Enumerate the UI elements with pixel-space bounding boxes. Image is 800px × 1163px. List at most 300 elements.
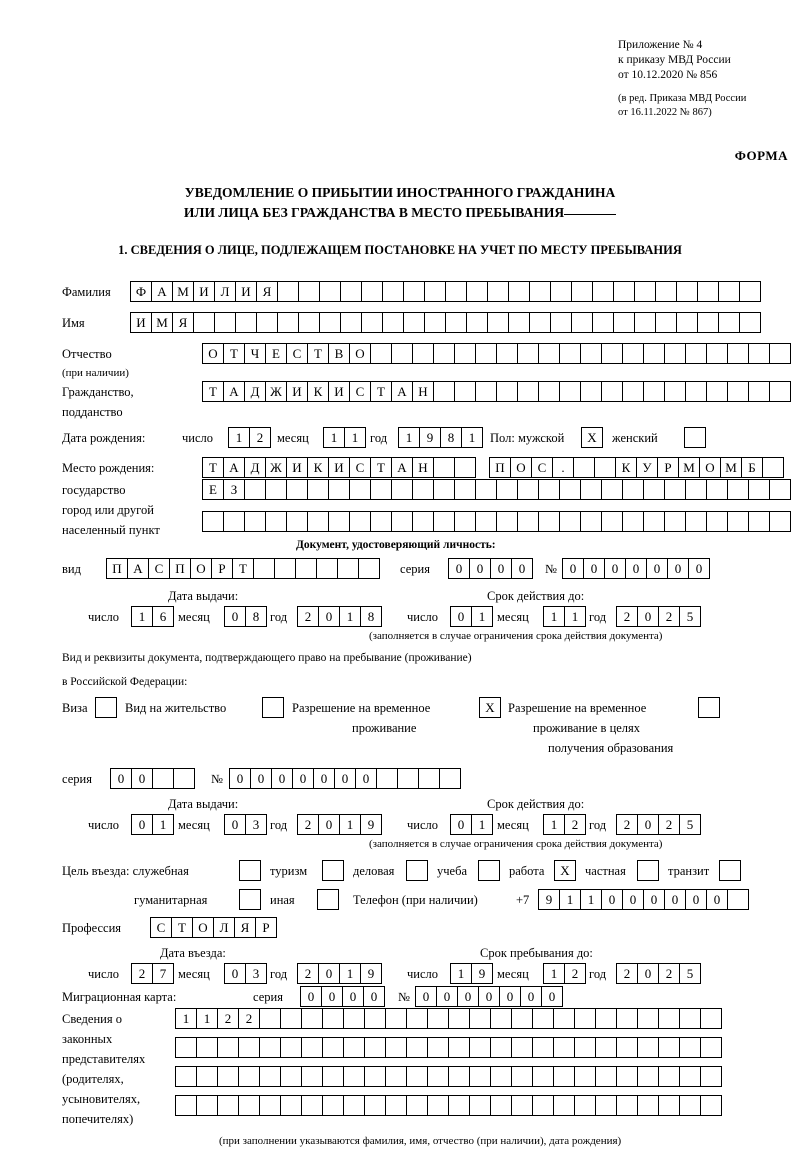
form-cell[interactable] xyxy=(553,1037,575,1058)
form-cell[interactable] xyxy=(343,1095,365,1116)
form-cell[interactable] xyxy=(448,1095,470,1116)
form-cell[interactable] xyxy=(280,1066,302,1087)
form-cell[interactable] xyxy=(364,1008,386,1029)
form-cell[interactable]: 6 xyxy=(152,606,174,627)
form-cell[interactable] xyxy=(748,381,770,402)
stay-issue-year-cells[interactable] xyxy=(297,814,381,835)
form-cell[interactable] xyxy=(244,511,266,532)
form-cell[interactable]: 9 xyxy=(471,963,493,984)
form-cell[interactable]: 2 xyxy=(238,1008,260,1029)
form-cell[interactable] xyxy=(454,479,476,500)
form-cell[interactable] xyxy=(697,312,719,333)
form-cell[interactable] xyxy=(328,511,350,532)
form-cell[interactable] xyxy=(223,511,245,532)
form-cell[interactable] xyxy=(643,343,665,364)
form-cell[interactable] xyxy=(613,281,635,302)
form-cell[interactable]: Ж xyxy=(265,381,287,402)
form-cell[interactable] xyxy=(214,312,236,333)
purpose-study-checkbox[interactable] xyxy=(478,860,500,881)
form-cell[interactable]: 2 xyxy=(297,814,319,835)
form-cell[interactable]: 0 xyxy=(355,768,377,789)
doc-number-cells[interactable] xyxy=(562,558,709,579)
form-cell[interactable] xyxy=(532,1037,554,1058)
form-cell[interactable] xyxy=(445,281,467,302)
form-cell[interactable] xyxy=(322,1066,344,1087)
form-cell[interactable]: И xyxy=(130,312,152,333)
form-cell[interactable]: Р xyxy=(255,917,277,938)
form-cell[interactable] xyxy=(424,312,446,333)
form-cell[interactable]: 0 xyxy=(321,986,343,1007)
form-cell[interactable]: 0 xyxy=(685,889,707,910)
form-cell[interactable] xyxy=(403,281,425,302)
form-cell[interactable] xyxy=(259,1037,281,1058)
form-cell[interactable] xyxy=(454,343,476,364)
stay-series-cells[interactable] xyxy=(110,768,194,789)
form-cell[interactable]: Л xyxy=(214,281,236,302)
form-cell[interactable] xyxy=(469,1037,491,1058)
form-cell[interactable]: 0 xyxy=(562,558,584,579)
form-cell[interactable] xyxy=(385,1008,407,1029)
form-cell[interactable] xyxy=(259,1066,281,1087)
birth-month-cells[interactable] xyxy=(323,427,365,448)
form-cell[interactable] xyxy=(658,1066,680,1087)
form-cell[interactable] xyxy=(762,457,784,478)
citizenship-cells[interactable] xyxy=(202,381,790,402)
form-cell[interactable]: 0 xyxy=(292,768,314,789)
form-cell[interactable] xyxy=(469,1095,491,1116)
form-cell[interactable] xyxy=(637,1037,659,1058)
form-cell[interactable]: С xyxy=(286,343,308,364)
form-cell[interactable]: 1 xyxy=(175,1008,197,1029)
phone-cells[interactable] xyxy=(538,889,748,910)
form-cell[interactable] xyxy=(559,343,581,364)
form-cell[interactable] xyxy=(508,281,530,302)
legal-rep-row-3-cells[interactable] xyxy=(175,1066,721,1087)
form-cell[interactable] xyxy=(340,312,362,333)
form-cell[interactable] xyxy=(517,511,539,532)
form-cell[interactable] xyxy=(364,1037,386,1058)
stay-valid-year-cells[interactable] xyxy=(616,814,700,835)
form-cell[interactable]: 0 xyxy=(318,814,340,835)
form-cell[interactable]: И xyxy=(328,457,350,478)
form-cell[interactable]: 2 xyxy=(249,427,271,448)
form-cell[interactable] xyxy=(511,1066,533,1087)
form-cell[interactable] xyxy=(217,1066,239,1087)
form-cell[interactable]: 0 xyxy=(637,814,659,835)
form-cell[interactable]: П xyxy=(106,558,128,579)
form-cell[interactable]: 1 xyxy=(580,889,602,910)
form-cell[interactable] xyxy=(718,312,740,333)
form-cell[interactable]: К xyxy=(615,457,637,478)
form-cell[interactable]: 0 xyxy=(541,986,563,1007)
form-cell[interactable] xyxy=(277,281,299,302)
form-cell[interactable] xyxy=(328,479,350,500)
stay-valid-day-cells[interactable] xyxy=(450,814,492,835)
form-cell[interactable]: Р xyxy=(657,457,679,478)
form-cell[interactable] xyxy=(433,381,455,402)
form-cell[interactable] xyxy=(349,479,371,500)
form-cell[interactable]: 1 xyxy=(339,963,361,984)
form-cell[interactable] xyxy=(679,1008,701,1029)
form-cell[interactable] xyxy=(622,511,644,532)
form-cell[interactable] xyxy=(634,281,656,302)
form-cell[interactable]: М xyxy=(720,457,742,478)
form-cell[interactable]: 0 xyxy=(664,889,686,910)
form-cell[interactable]: 0 xyxy=(646,558,668,579)
sex-male-checkbox[interactable]: X xyxy=(581,427,603,448)
form-cell[interactable] xyxy=(496,479,518,500)
form-cell[interactable] xyxy=(637,1008,659,1029)
form-cell[interactable]: 5 xyxy=(679,963,701,984)
form-cell[interactable] xyxy=(580,381,602,402)
form-cell[interactable] xyxy=(664,343,686,364)
form-cell[interactable]: Н xyxy=(412,381,434,402)
form-cell[interactable]: О xyxy=(202,343,224,364)
form-cell[interactable] xyxy=(349,511,371,532)
form-cell[interactable] xyxy=(496,381,518,402)
form-cell[interactable]: 0 xyxy=(224,814,246,835)
legal-rep-row-2-cells[interactable] xyxy=(175,1037,721,1058)
doc-kind-cells[interactable] xyxy=(106,558,379,579)
form-cell[interactable] xyxy=(511,1008,533,1029)
form-cell[interactable]: 0 xyxy=(313,768,335,789)
form-cell[interactable] xyxy=(685,381,707,402)
form-cell[interactable]: 1 xyxy=(471,814,493,835)
form-cell[interactable] xyxy=(370,479,392,500)
form-cell[interactable] xyxy=(274,558,296,579)
form-cell[interactable]: 0 xyxy=(436,986,458,1007)
form-cell[interactable]: 2 xyxy=(131,963,153,984)
form-cell[interactable] xyxy=(613,312,635,333)
form-cell[interactable]: 0 xyxy=(271,768,293,789)
form-cell[interactable] xyxy=(259,1095,281,1116)
form-cell[interactable]: 1 xyxy=(228,427,250,448)
form-cell[interactable]: 0 xyxy=(457,986,479,1007)
stay-number-cells[interactable] xyxy=(229,768,460,789)
form-cell[interactable] xyxy=(643,381,665,402)
form-cell[interactable] xyxy=(340,281,362,302)
form-cell[interactable]: 0 xyxy=(415,986,437,1007)
form-cell[interactable] xyxy=(298,281,320,302)
form-cell[interactable] xyxy=(595,1008,617,1029)
form-cell[interactable] xyxy=(727,381,749,402)
form-cell[interactable] xyxy=(601,343,623,364)
form-cell[interactable]: 1 xyxy=(450,963,472,984)
form-cell[interactable] xyxy=(553,1066,575,1087)
form-cell[interactable] xyxy=(553,1095,575,1116)
form-cell[interactable] xyxy=(412,479,434,500)
form-cell[interactable] xyxy=(580,343,602,364)
temp-residence-checkbox[interactable]: X xyxy=(479,697,501,718)
form-cell[interactable]: 0 xyxy=(334,768,356,789)
stay-issue-month-cells[interactable] xyxy=(224,814,266,835)
form-cell[interactable] xyxy=(580,511,602,532)
form-cell[interactable] xyxy=(622,381,644,402)
form-cell[interactable] xyxy=(319,312,341,333)
form-cell[interactable]: К xyxy=(307,457,329,478)
form-cell[interactable] xyxy=(532,1008,554,1029)
form-cell[interactable]: 0 xyxy=(229,768,251,789)
form-cell[interactable] xyxy=(193,312,215,333)
form-cell[interactable]: 1 xyxy=(471,606,493,627)
form-cell[interactable] xyxy=(508,312,530,333)
purpose-humanitarian-checkbox[interactable] xyxy=(239,889,261,910)
form-cell[interactable] xyxy=(769,381,791,402)
form-cell[interactable] xyxy=(700,1066,722,1087)
form-cell[interactable] xyxy=(280,1008,302,1029)
form-cell[interactable]: Т xyxy=(307,343,329,364)
form-cell[interactable] xyxy=(433,479,455,500)
form-cell[interactable] xyxy=(769,511,791,532)
form-cell[interactable]: 7 xyxy=(152,963,174,984)
form-cell[interactable]: 8 xyxy=(440,427,462,448)
form-cell[interactable]: 5 xyxy=(679,606,701,627)
form-cell[interactable] xyxy=(385,1095,407,1116)
form-cell[interactable] xyxy=(616,1037,638,1058)
form-cell[interactable] xyxy=(529,312,551,333)
doc-issue-day-cells[interactable] xyxy=(131,606,173,627)
form-cell[interactable] xyxy=(664,511,686,532)
form-cell[interactable]: Т xyxy=(202,457,224,478)
form-cell[interactable] xyxy=(595,1095,617,1116)
form-cell[interactable] xyxy=(466,312,488,333)
form-cell[interactable] xyxy=(217,1037,239,1058)
form-cell[interactable] xyxy=(706,511,728,532)
birth-place-city-row2-cells[interactable] xyxy=(202,479,790,500)
form-cell[interactable] xyxy=(622,479,644,500)
form-cell[interactable] xyxy=(700,1008,722,1029)
form-cell[interactable] xyxy=(469,1066,491,1087)
entry-month-cells[interactable] xyxy=(224,963,266,984)
form-cell[interactable]: 0 xyxy=(490,558,512,579)
form-cell[interactable]: 9 xyxy=(360,963,382,984)
form-cell[interactable]: С xyxy=(349,381,371,402)
form-cell[interactable] xyxy=(685,343,707,364)
form-cell[interactable] xyxy=(748,343,770,364)
doc-valid-month-cells[interactable] xyxy=(543,606,585,627)
form-cell[interactable] xyxy=(559,381,581,402)
form-cell[interactable] xyxy=(454,511,476,532)
form-cell[interactable]: 0 xyxy=(318,606,340,627)
form-cell[interactable] xyxy=(385,1037,407,1058)
form-cell[interactable]: 0 xyxy=(131,768,153,789)
birth-place-city-row1-cells[interactable] xyxy=(489,457,783,478)
form-cell[interactable] xyxy=(727,343,749,364)
form-cell[interactable] xyxy=(727,479,749,500)
form-cell[interactable] xyxy=(655,281,677,302)
form-cell[interactable]: Ч xyxy=(244,343,266,364)
stay-end-day-cells[interactable] xyxy=(450,963,492,984)
form-cell[interactable] xyxy=(748,511,770,532)
form-cell[interactable] xyxy=(475,381,497,402)
form-cell[interactable] xyxy=(616,1008,638,1029)
form-cell[interactable] xyxy=(391,343,413,364)
form-cell[interactable] xyxy=(448,1037,470,1058)
form-cell[interactable] xyxy=(496,511,518,532)
form-cell[interactable]: О xyxy=(349,343,371,364)
form-cell[interactable]: Н xyxy=(412,457,434,478)
form-cell[interactable] xyxy=(370,511,392,532)
form-cell[interactable] xyxy=(574,1008,596,1029)
form-cell[interactable]: Ф xyxy=(130,281,152,302)
form-cell[interactable] xyxy=(448,1066,470,1087)
form-cell[interactable] xyxy=(307,479,329,500)
form-cell[interactable]: М xyxy=(172,281,194,302)
form-cell[interactable] xyxy=(322,1037,344,1058)
form-cell[interactable] xyxy=(727,511,749,532)
form-cell[interactable]: Р xyxy=(211,558,233,579)
form-cell[interactable]: Я xyxy=(234,917,256,938)
visa-checkbox[interactable] xyxy=(95,697,117,718)
form-cell[interactable]: Е xyxy=(202,479,224,500)
form-cell[interactable]: 0 xyxy=(583,558,605,579)
sex-female-checkbox[interactable] xyxy=(684,427,706,448)
form-cell[interactable] xyxy=(439,768,461,789)
form-cell[interactable] xyxy=(616,1095,638,1116)
form-cell[interactable]: 0 xyxy=(625,558,647,579)
form-cell[interactable] xyxy=(739,312,761,333)
form-cell[interactable] xyxy=(277,312,299,333)
form-cell[interactable] xyxy=(253,558,275,579)
form-cell[interactable] xyxy=(361,312,383,333)
form-cell[interactable] xyxy=(382,281,404,302)
form-cell[interactable] xyxy=(595,1037,617,1058)
form-cell[interactable]: 0 xyxy=(511,558,533,579)
form-cell[interactable] xyxy=(601,381,623,402)
form-cell[interactable] xyxy=(385,1066,407,1087)
form-cell[interactable] xyxy=(748,479,770,500)
form-cell[interactable] xyxy=(469,1008,491,1029)
form-cell[interactable] xyxy=(658,1095,680,1116)
form-cell[interactable] xyxy=(517,381,539,402)
form-cell[interactable]: 1 xyxy=(339,814,361,835)
form-cell[interactable]: 1 xyxy=(344,427,366,448)
form-cell[interactable] xyxy=(217,1095,239,1116)
form-cell[interactable] xyxy=(244,479,266,500)
form-cell[interactable]: 8 xyxy=(360,606,382,627)
form-cell[interactable] xyxy=(361,281,383,302)
name-cells[interactable] xyxy=(130,312,760,333)
form-cell[interactable] xyxy=(592,312,614,333)
purpose-business-checkbox[interactable] xyxy=(406,860,428,881)
form-cell[interactable] xyxy=(727,889,749,910)
purpose-other-checkbox[interactable] xyxy=(317,889,339,910)
form-cell[interactable] xyxy=(445,312,467,333)
form-cell[interactable] xyxy=(487,281,509,302)
form-cell[interactable] xyxy=(538,511,560,532)
form-cell[interactable] xyxy=(664,381,686,402)
form-cell[interactable] xyxy=(550,281,572,302)
form-cell[interactable]: 3 xyxy=(245,814,267,835)
form-cell[interactable]: 0 xyxy=(601,889,623,910)
form-cell[interactable] xyxy=(637,1095,659,1116)
form-cell[interactable] xyxy=(316,558,338,579)
form-cell[interactable] xyxy=(487,312,509,333)
form-cell[interactable] xyxy=(655,312,677,333)
entry-year-cells[interactable] xyxy=(297,963,381,984)
form-cell[interactable] xyxy=(685,511,707,532)
form-cell[interactable] xyxy=(280,1037,302,1058)
form-cell[interactable]: 2 xyxy=(616,606,638,627)
form-cell[interactable]: 2 xyxy=(658,963,680,984)
form-cell[interactable] xyxy=(601,479,623,500)
form-cell[interactable]: 0 xyxy=(688,558,710,579)
form-cell[interactable] xyxy=(337,558,359,579)
form-cell[interactable]: 0 xyxy=(224,963,246,984)
form-cell[interactable] xyxy=(622,343,644,364)
migration-series-cells[interactable] xyxy=(300,986,384,1007)
form-cell[interactable] xyxy=(538,343,560,364)
form-cell[interactable] xyxy=(301,1037,323,1058)
form-cell[interactable] xyxy=(454,381,476,402)
form-cell[interactable] xyxy=(152,768,174,789)
form-cell[interactable] xyxy=(511,1037,533,1058)
form-cell[interactable]: К xyxy=(307,381,329,402)
form-cell[interactable] xyxy=(490,1008,512,1029)
stay-valid-month-cells[interactable] xyxy=(543,814,585,835)
form-cell[interactable]: А xyxy=(223,457,245,478)
form-cell[interactable]: 1 xyxy=(461,427,483,448)
birth-place-city-row3-cells[interactable] xyxy=(202,511,790,532)
form-cell[interactable] xyxy=(265,479,287,500)
form-cell[interactable]: 9 xyxy=(419,427,441,448)
form-cell[interactable] xyxy=(238,1066,260,1087)
form-cell[interactable] xyxy=(418,768,440,789)
form-cell[interactable] xyxy=(538,479,560,500)
form-cell[interactable]: 0 xyxy=(318,963,340,984)
birth-day-cells[interactable] xyxy=(228,427,270,448)
form-cell[interactable]: Д xyxy=(244,381,266,402)
form-cell[interactable] xyxy=(235,312,257,333)
form-cell[interactable] xyxy=(573,457,595,478)
form-cell[interactable]: 2 xyxy=(616,814,638,835)
form-cell[interactable]: . xyxy=(552,457,574,478)
stay-end-year-cells[interactable] xyxy=(616,963,700,984)
form-cell[interactable]: 2 xyxy=(564,963,586,984)
form-cell[interactable] xyxy=(571,312,593,333)
form-cell[interactable]: Т xyxy=(232,558,254,579)
form-cell[interactable] xyxy=(364,1095,386,1116)
form-cell[interactable] xyxy=(574,1095,596,1116)
form-cell[interactable] xyxy=(559,511,581,532)
form-cell[interactable] xyxy=(643,479,665,500)
form-cell[interactable] xyxy=(679,1095,701,1116)
form-cell[interactable] xyxy=(427,1037,449,1058)
form-cell[interactable] xyxy=(658,1008,680,1029)
form-cell[interactable]: П xyxy=(489,457,511,478)
form-cell[interactable] xyxy=(301,1008,323,1029)
form-cell[interactable] xyxy=(343,1008,365,1029)
profession-cells[interactable] xyxy=(150,917,276,938)
form-cell[interactable] xyxy=(406,1008,428,1029)
form-cell[interactable] xyxy=(594,457,616,478)
entry-day-cells[interactable] xyxy=(131,963,173,984)
purpose-private-checkbox[interactable] xyxy=(637,860,659,881)
form-cell[interactable] xyxy=(553,1008,575,1029)
form-cell[interactable]: 2 xyxy=(564,814,586,835)
form-cell[interactable] xyxy=(175,1095,197,1116)
form-cell[interactable]: А xyxy=(223,381,245,402)
form-cell[interactable] xyxy=(637,1066,659,1087)
form-cell[interactable] xyxy=(706,343,728,364)
form-cell[interactable]: 0 xyxy=(450,606,472,627)
form-cell[interactable]: М xyxy=(678,457,700,478)
form-cell[interactable] xyxy=(424,281,446,302)
form-cell[interactable] xyxy=(517,479,539,500)
form-cell[interactable]: О xyxy=(699,457,721,478)
form-cell[interactable] xyxy=(406,1095,428,1116)
form-cell[interactable] xyxy=(397,768,419,789)
